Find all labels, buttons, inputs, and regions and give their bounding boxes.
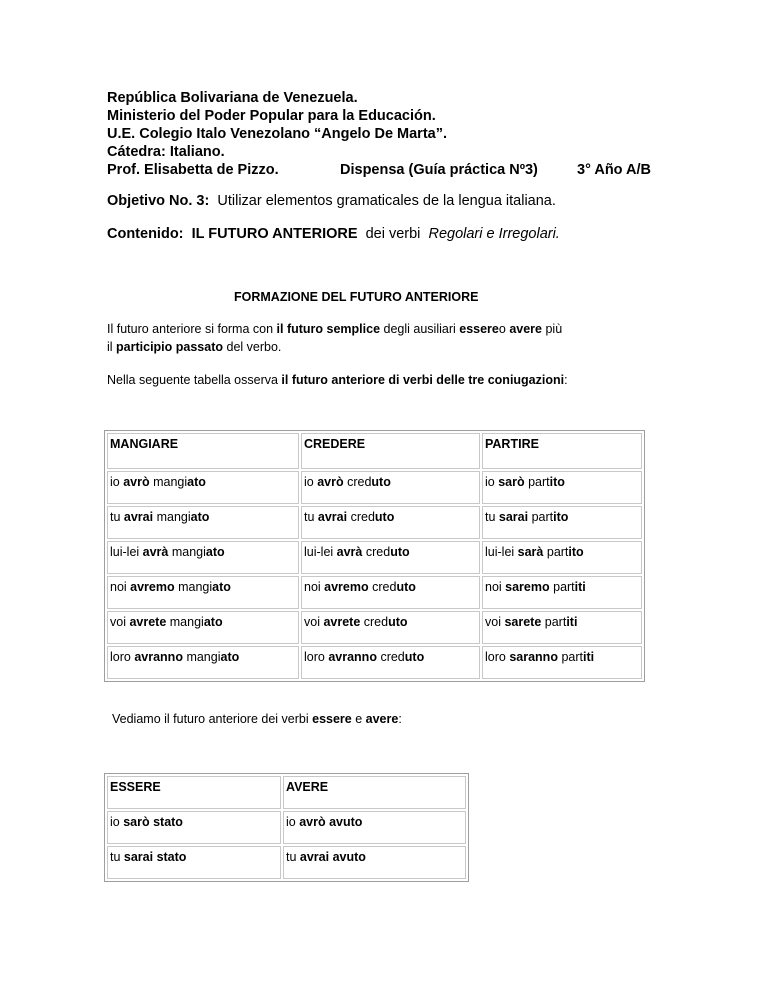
cell-fragment: avremo [324,580,369,594]
cell-fragment: io [110,815,124,829]
intro-bold: participio passato [116,340,224,354]
essere-avere-cell [283,846,466,879]
conjugation-header-row [107,433,642,469]
cell-fragment: ato [220,650,240,664]
cell-fragment: ito [553,510,569,524]
cell-fragment: part [549,580,575,594]
conjugation-cell [107,506,299,539]
cell-fragment: part [541,615,567,629]
cell-fragment: loro [485,650,510,664]
cell-fragment: part [524,475,550,489]
conjugation-cell [107,471,299,504]
cell-fragment: ato [212,580,231,594]
cell-fragment: tu [485,510,499,524]
conjugation-table [104,430,645,682]
cell-fragment: tu [110,850,124,864]
cell-fragment: part [557,650,583,664]
cell-fragment: uto [371,475,391,489]
cell-fragment: loro [110,650,135,664]
cell-fragment: avranno [134,650,183,664]
conjugation-cell [301,611,480,644]
cell-fragment: uto [374,510,395,524]
essere-avere-cell [107,811,281,844]
essere-avere-row [107,811,466,844]
essere-avere-header-row [107,776,466,809]
cell-fragment: iti [566,615,578,629]
cell-fragment: iti [574,580,586,594]
cell-fragment: io [485,475,499,489]
cell-fragment: part [528,510,554,524]
cell-fragment: avremo [130,580,175,594]
essere-avere-header-cell: ESSERE [107,776,281,809]
conjugation-row [107,471,642,504]
conjugation-cell [301,576,480,609]
cell-fragment: cred [343,475,372,489]
conjugation-row [107,506,642,539]
conjugation-cell [301,471,480,504]
essere-avere-header-cell: AVERE [283,776,466,809]
cell-fragment: mangi [168,545,206,559]
cell-fragment: avrete [129,615,167,629]
objetivo-text: Utilizar elementos gramaticales de la lengua italiana. [217,193,556,209]
vediamo-line [112,712,402,726]
intro-bold: avere [509,322,542,336]
essere-avere-cell [107,846,281,879]
cell-fragment: tu [286,850,300,864]
intro-text: Il futuro anteriore si forma con [107,322,277,336]
essere-avere-table [104,773,469,882]
intro-text: più [542,322,563,336]
cell-fragment: uto [390,545,410,559]
cell-fragment: sarai [498,510,529,524]
cell-fragment: avrai [317,510,348,524]
conjugation-cell [107,646,299,679]
cell-fragment: noi [485,580,506,594]
cell-fragment: io [286,815,300,829]
cell-fragment: avrò [317,475,344,489]
conjugation-cell [482,506,642,539]
cell-fragment: tu [304,510,318,524]
contenido-line [107,226,560,242]
cell-fragment: avranno [328,650,377,664]
cell-fragment: lui-lei [110,545,143,559]
conjugation-row [107,646,642,679]
intro-line-1 [107,322,562,336]
cell-fragment: cred [362,545,391,559]
conjugation-cell [301,646,480,679]
intro-text: del verbo. [223,340,282,354]
cell-fragment: voi [110,615,130,629]
cell-fragment: ito [549,475,565,489]
vediamo-text: : [398,712,402,726]
cell-fragment: uto [396,580,416,594]
intro-bold: essere [459,322,499,336]
cell-fragment: voi [485,615,505,629]
table-intro [107,373,568,387]
cell-fragment: sarà [517,545,544,559]
conjugation-cell [301,506,480,539]
intro-text: o [498,322,510,336]
cell-fragment: ato [190,510,210,524]
vediamo-text: Vediamo il futuro anteriore dei verbi [112,712,313,726]
header-line-colegio: U.E. Colegio Italo Venezolano “Angelo De Marta”. [107,126,447,142]
intro-text: degli ausiliari [380,322,460,336]
cell-fragment: cred [376,650,405,664]
conjugation-header-cell: PARTIRE [482,433,642,469]
intro-text: il [107,340,117,354]
intro-bold: il futuro semplice [276,322,381,336]
cell-fragment: avrete [323,615,361,629]
contenido-verbs: Regolari e Irregolari. [428,226,560,242]
cell-fragment: lui-lei [304,545,337,559]
table-intro-text: : [564,373,568,387]
cell-fragment: cred [368,580,397,594]
cell-fragment: avrà [336,545,363,559]
cell-fragment: uto [404,650,425,664]
cell-fragment: avrà [142,545,169,559]
essere-avere-cell [283,811,466,844]
cell-fragment: lui-lei [485,545,518,559]
header-line-ministerio: Ministerio del Poder Popular para la Educación. [107,108,436,124]
cell-fragment: noi [304,580,325,594]
cell-fragment: saranno [509,650,558,664]
cell-fragment: avrai [123,510,154,524]
conjugation-row [107,541,642,574]
cell-fragment: sarò [498,475,525,489]
cell-fragment: ato [187,475,206,489]
header-prof: Prof. Elisabetta de Pizzo. [107,162,279,178]
cell-fragment: io [110,475,124,489]
cell-fragment: avrò [123,475,150,489]
table-intro-text: Nella seguente tabella osserva [107,373,282,387]
cell-fragment: avrò avuto [299,815,363,829]
conjugation-cell [482,646,642,679]
header-anno: 3° Año A/B [577,162,652,178]
conjugation-cell [482,576,642,609]
cell-fragment: io [304,475,318,489]
vediamo-bold: essere [312,712,352,726]
cell-fragment: ato [205,545,225,559]
cell-fragment: sarò stato [123,815,183,829]
cell-fragment: cred [360,615,389,629]
header-line-catedra: Cátedra: Italiano. [107,144,225,160]
cell-fragment: mangi [153,510,191,524]
cell-fragment: sarai stato [123,850,187,864]
conjugation-cell [107,576,299,609]
conjugation-cell [482,471,642,504]
objetivo-line [107,193,556,209]
intro-line-2 [107,340,281,354]
header-dispensa: Dispensa (Guía práctica Nº3) [340,162,538,178]
section-title: FORMAZIONE DEL FUTURO ANTERIORE [234,290,479,304]
conjugation-cell [301,541,480,574]
conjugation-row [107,576,642,609]
cell-fragment: mangi [174,580,213,594]
cell-fragment: loro [304,650,329,664]
conjugation-cell [107,611,299,644]
cell-fragment: uto [388,615,408,629]
cell-fragment: sarete [504,615,542,629]
cell-fragment: iti [582,650,595,664]
cell-fragment: cred [347,510,375,524]
cell-fragment: noi [110,580,131,594]
table-intro-bold: il futuro anteriore di verbi delle tre coniugazioni [281,373,565,387]
cell-fragment: voi [304,615,324,629]
cell-fragment: ito [568,545,584,559]
conjugation-cell [482,611,642,644]
document-header [107,89,667,179]
vediamo-bold: avere [365,712,399,726]
cell-fragment: avrai avuto [299,850,366,864]
contenido-mid: dei verbi [365,226,421,242]
cell-fragment: saremo [505,580,550,594]
conjugation-cell [107,541,299,574]
objetivo-label: Objetivo No. 3: [107,193,210,209]
header-line-republica: República Bolivariana de Venezuela. [107,90,358,106]
conjugation-header-cell: CREDERE [301,433,480,469]
cell-fragment: mangi [182,650,221,664]
conjugation-row [107,611,642,644]
contenido-label: Contenido: [107,226,184,242]
cell-fragment: mangi [166,615,204,629]
conjugation-header-cell: MANGIARE [107,433,299,469]
conjugation-cell [482,541,642,574]
cell-fragment: tu [110,510,124,524]
header-line-prof [107,161,667,179]
vediamo-text: e [351,712,366,726]
cell-fragment: part [543,545,569,559]
cell-fragment: ato [203,615,223,629]
cell-fragment: mangi [149,475,188,489]
essere-avere-row [107,846,466,879]
contenido-topic: IL FUTURO ANTERIORE [191,226,358,242]
